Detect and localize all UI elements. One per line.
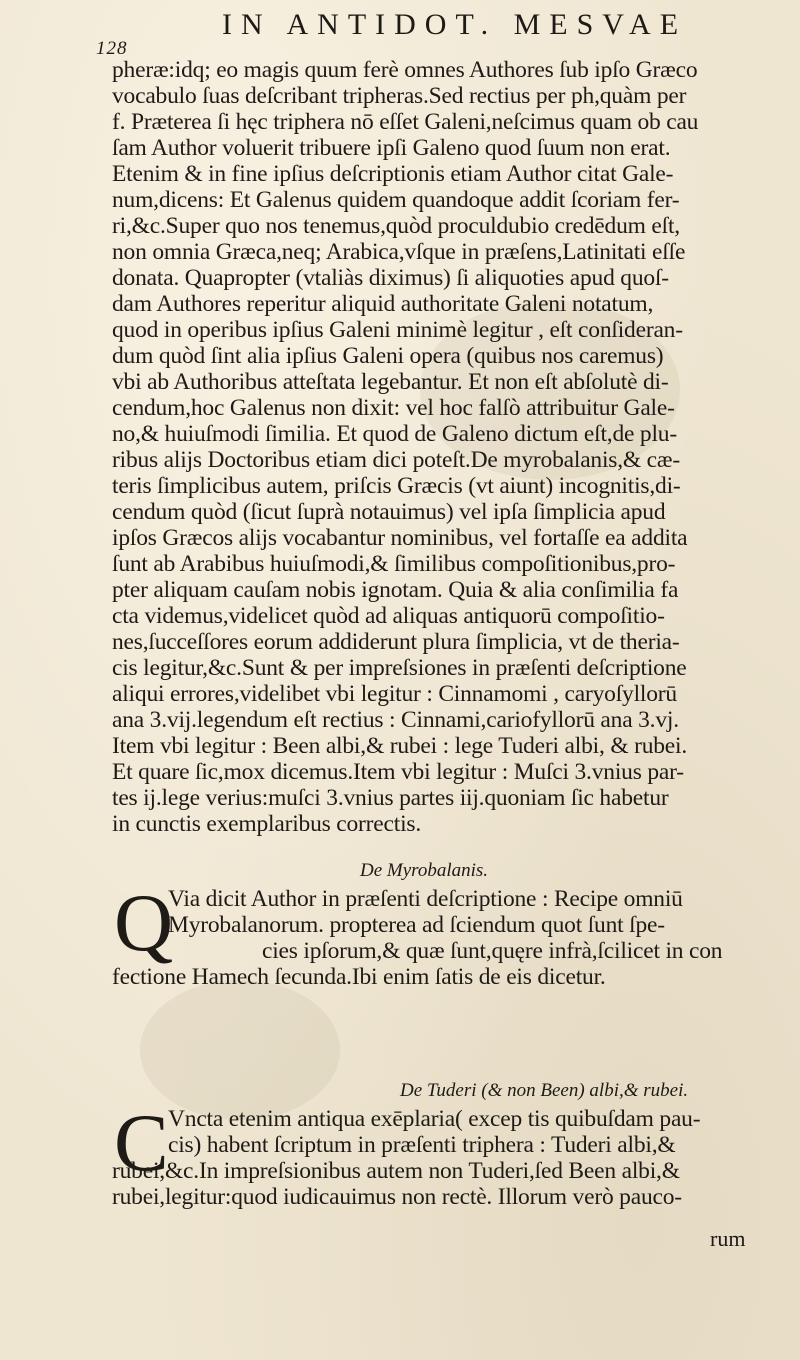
text-line: in cunctis exemplaribus correctis. xyxy=(112,811,422,837)
text-line: pter aliquam cauſam nobis ignotam. Quia & alia conſimilia fa xyxy=(112,577,679,603)
text-line: cta videmus,videlicet quòd ad aliquas antiquorū compoſitio- xyxy=(112,603,665,629)
text-line: tes ij.lege verius:muſci 3.vnius partes iij.quoniam ſic habetur xyxy=(112,785,669,811)
text-line: Vncta etenim antiqua exēplaria( excep tis quibuſdam pau- xyxy=(168,1106,701,1132)
paper-stain xyxy=(140,980,340,1120)
text-line: ribus alijs Doctoribus etiam dici poteſt.De myrobalanis,& cæ- xyxy=(112,447,681,473)
text-line: ſunt ab Arabibus huiuſmodi,& ſimilibus compoſitionibus,pro- xyxy=(112,551,676,577)
text-line: dum quòd ſint alia ipſius Galeni opera (quibus nos caremus) xyxy=(112,343,664,369)
text-line: teris ſimplicibus autem, priſcis Græcis (vt aiunt) incognitis,di- xyxy=(112,473,681,499)
text-line: cis) habent ſcriptum in præſenti triphera : Tuderi albi,& xyxy=(168,1132,676,1158)
running-head: IN ANTIDOT. MESVAE xyxy=(222,8,688,41)
text-line: f. Præterea ſi hęc triphera nō eſſet Galeni,neſcimus quam ob cau xyxy=(112,109,699,135)
text-line: cies ipſorum,& quæ ſunt,quęre infrà,ſcilicet in con xyxy=(262,938,723,964)
text-line: donata. Quapropter (vtaliàs diximus) ſi aliquoties apud quoſ- xyxy=(112,265,669,291)
text-line: Etenim & in fine ipſius deſcriptionis etiam Author citat Gale- xyxy=(112,161,674,187)
main-paragraph xyxy=(112,57,780,837)
text-line: Et quare ſic,mox dicemus.Item vbi legitur : Muſci 3.vnius par- xyxy=(112,759,684,785)
text-line: ſam Author voluerit tribuere ipſi Galeno quod ſuum non erat. xyxy=(112,135,671,161)
text-line: cendum quòd (ſicut ſuprà notauimus) vel ipſa ſimplicia apud xyxy=(112,499,666,525)
text-line: ana 3.vij.legendum eſt rectius : Cinnami,cariofyllorū ana 3.vj. xyxy=(112,707,679,733)
text-line: quod in operibus ipſius Galeni minimè legitur , eſt conſideran- xyxy=(112,317,683,343)
drop-capital-q: Q xyxy=(114,877,174,968)
text-line: cis legitur,&c.Sunt & per impreſsiones in præſenti deſcriptione xyxy=(112,655,687,681)
text-line: non omnia Græca,neq; Arabica,vſque in præſens,Latinitati eſſe xyxy=(112,239,686,265)
text-line: Myrobalanorum. propterea ad ſciendum quot ſunt ſpe- xyxy=(168,912,665,938)
text-line: vocabulo ſuas deſcribant tripheras.Sed rectius per ph,quàm per xyxy=(112,83,687,109)
text-line: fectione Hamech ſecunda.Ibi enim ſatis de eis dicetur. xyxy=(112,964,606,990)
text-line: dam Authores reperitur aliquid authoritate Galeni notatum, xyxy=(112,291,654,317)
text-line: num,dicens: Et Galenus quidem quandoque addit ſcoriam fer- xyxy=(112,187,680,213)
text-line: Via dicit Author in præſenti deſcriptione : Recipe omniū xyxy=(168,886,683,912)
section-myrobalanis xyxy=(112,886,780,990)
text-line: vbi ab Authoribus atteſtata legebantur. Et non eſt abſolutè di- xyxy=(112,369,669,395)
page-number: 128 xyxy=(96,38,128,59)
text-line: aliqui errores,videlibet vbi legitur : Cinnamomi , caryoſyllorū xyxy=(112,681,677,707)
subheading-tuderi: De Tuderi (& non Been) albi,& rubei. xyxy=(400,1080,689,1101)
text-line: Item vbi legitur : Been albi,& rubei : lege Tuderi albi, & rubei. xyxy=(112,733,688,759)
section-tuderi xyxy=(112,1106,780,1210)
text-line: ri,&c.Super quo nos tenemus,quòd proculdubio credēdum eſt, xyxy=(112,213,680,239)
text-line: cendum,hoc Galenus non dixit: vel hoc falſò attribuitur Gale- xyxy=(112,395,675,421)
catchword: rum xyxy=(710,1226,746,1251)
text-line: ipſos Græcos alijs vocabantur nominibus, vel fortaſſe ea addita xyxy=(112,525,688,551)
text-line: rubei,legitur:quod iudicauimus non rectè. Illorum verò pauco- xyxy=(112,1184,682,1210)
text-line: rubei,&c.In impreſsionibus autem non Tuderi,ſed Been albi,& xyxy=(112,1158,680,1184)
text-line: nes,ſucceſſores eorum addiderunt plura ſimplicia, vt de theria- xyxy=(112,629,680,655)
text-line: pheræ:idq; eo magis quum ferè omnes Authores ſub ipſo Græco xyxy=(112,57,698,83)
drop-capital-c: C xyxy=(114,1097,169,1188)
subheading-myrobalanis: De Myrobalanis. xyxy=(360,860,489,881)
text-line: no,& huiuſmodi ſimilia. Et quod de Galeno dictum eſt,de plu- xyxy=(112,421,677,447)
